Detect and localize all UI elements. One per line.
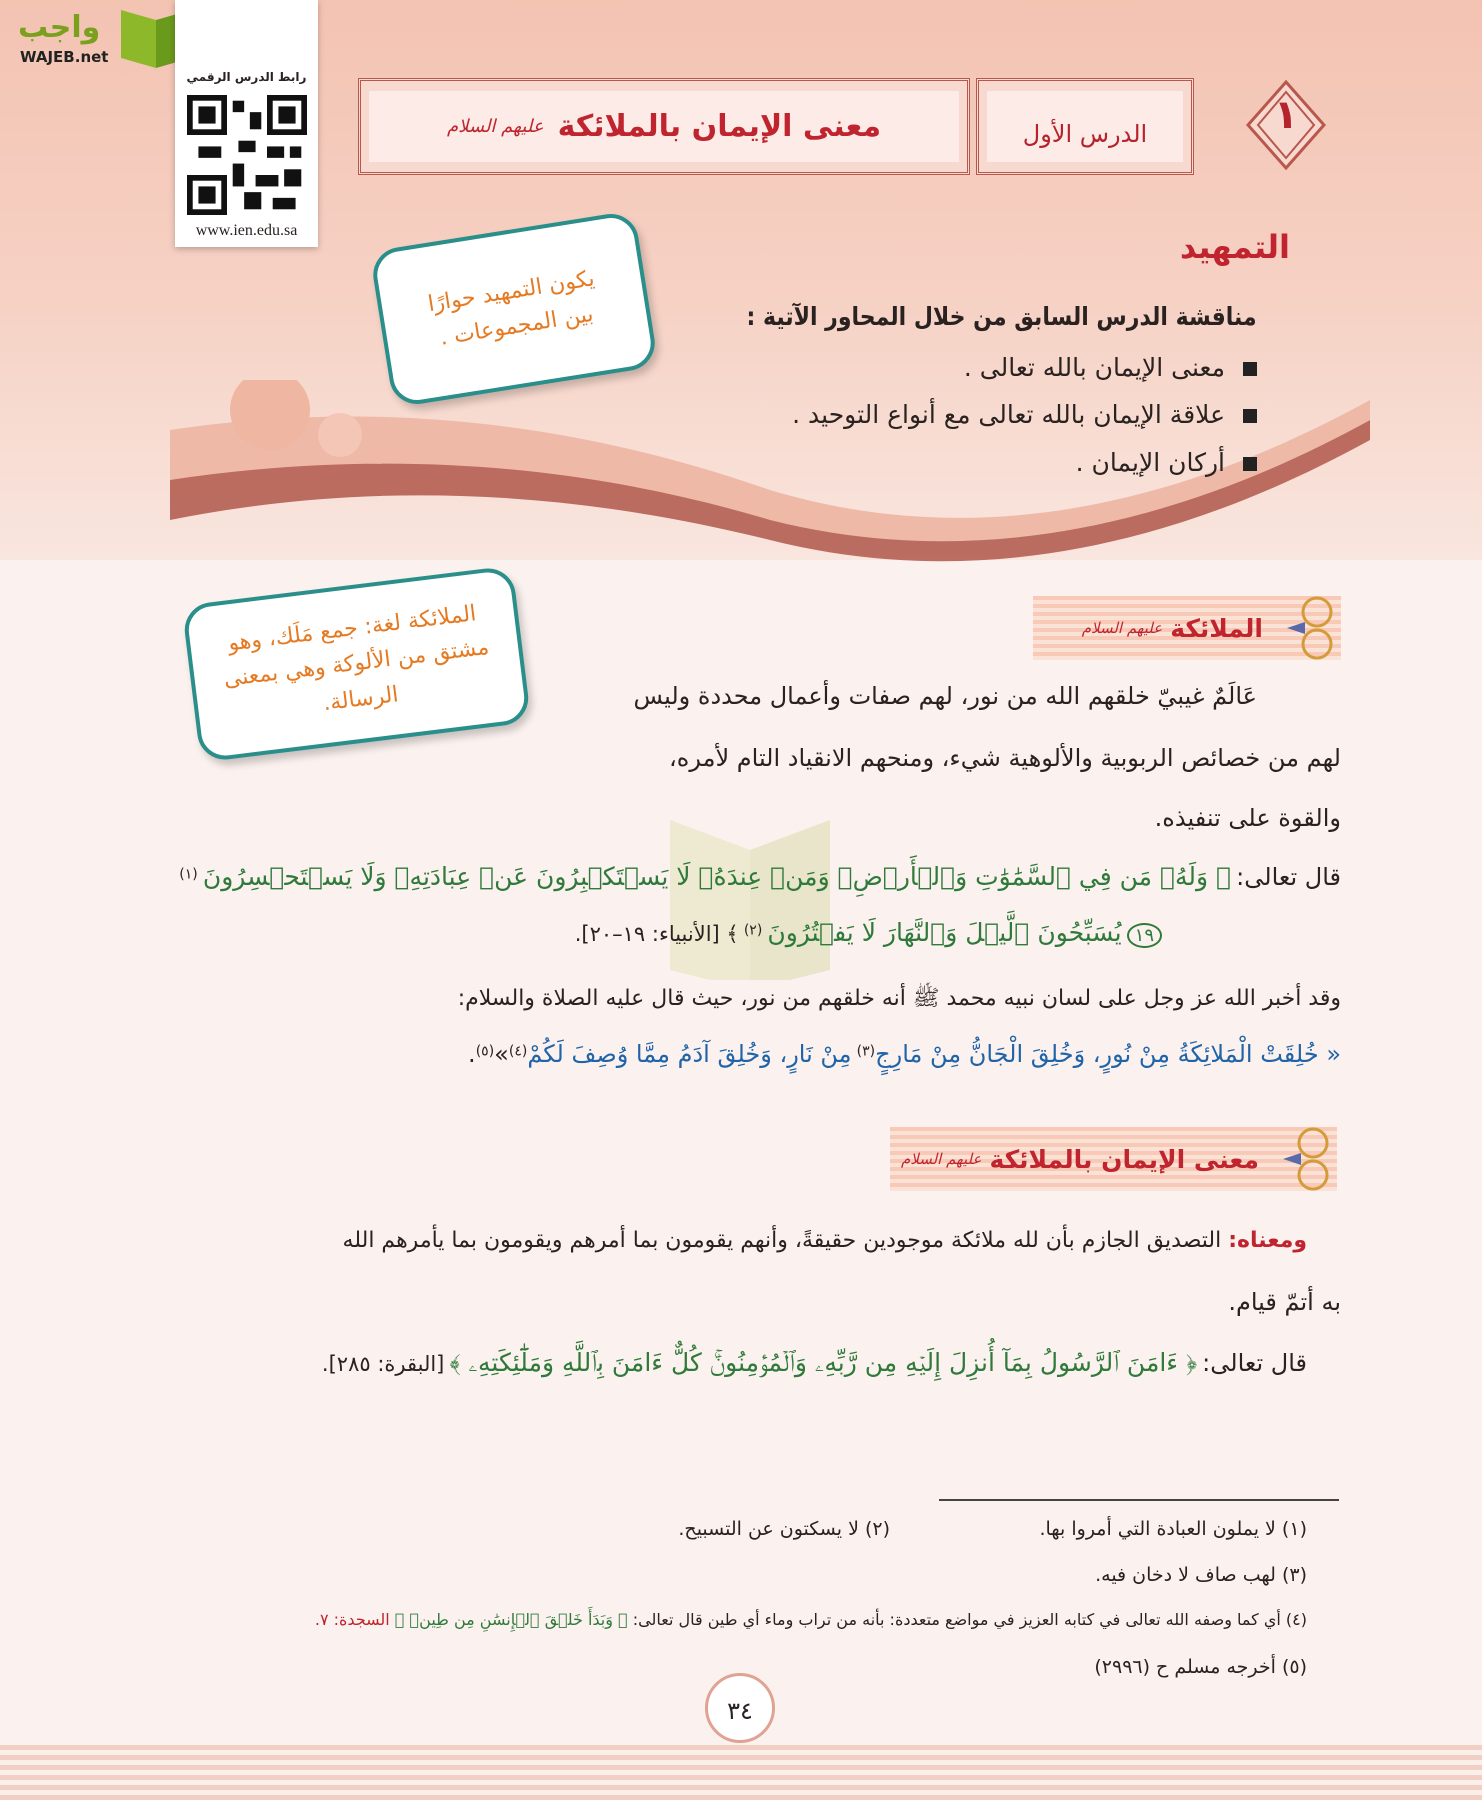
logo-word: واجب	[18, 10, 101, 45]
ornament-icon	[1277, 592, 1347, 664]
footnote-3: (٣) لهب صاف لا دخان فيه.	[1095, 1564, 1307, 1586]
hadith-text	[468, 1040, 1341, 1068]
lesson-label-box	[976, 78, 1194, 175]
intro-heading: التمهيد	[1179, 228, 1290, 266]
verse-intro: قال تعالى:	[1202, 1349, 1307, 1377]
quran-text: ﴿ وَلَهُۥ مَن فِي ٱلسَّمَٰوَٰتِ وَٱلۡأَرۡضِۚ وَمَنۡ عِندَهُۥ لَا يَسۡتَكۡبِرُونَ عَنۡ عِبَادَتِهِۦ وَلَا يَسۡتَحۡسِرُونَ	[202, 862, 1232, 891]
footnote-ref: (١)	[179, 866, 198, 883]
hadith-part: « خُلِقَتْ الْمَلائِكَةُ مِنْ نُورٍ، وَخُلِقَ الْجَانُّ مِنْ مَارِجٍ	[875, 1040, 1341, 1068]
section-honorific: عليهم السلام	[1081, 619, 1163, 637]
footnote-text: (٤) أي كما وصفه الله تعالى في كتابه العزيز في مواضع متعددة: بأنه من تراب وماء أي طين قال تعالى:	[632, 1610, 1307, 1629]
bullet-square-icon	[1243, 409, 1257, 423]
paragraph-line: عَالَمٌ غيبيّ خلقهم الله من نور، لهم صفات وأعمال محددة وليس	[633, 682, 1257, 710]
bullet-text: أركان الإيمان .	[1075, 448, 1225, 477]
definition-note-bubble	[182, 565, 532, 762]
bullet-square-icon	[1243, 457, 1257, 471]
verse-reference: السجدة: ٧.	[314, 1610, 390, 1629]
title-honorific: عليهم السلام	[447, 116, 544, 137]
footnote-ref: (٤)	[508, 1043, 528, 1060]
quran-text: يُسَبِّحُونَ ٱلَّيۡلَ وَٱلنَّهَارَ لَا يَفۡتُرُونَ	[767, 918, 1122, 947]
footnote-4	[315, 1610, 1307, 1629]
page-number: ٣٤	[705, 1673, 775, 1743]
ornament-icon	[1273, 1123, 1343, 1195]
verse-line-1	[179, 862, 1341, 891]
meaning-text: التصديق الجازم بأن لله ملائكة موجودين حقيقةً، وأنهم يقومون بما أمرهم ويقومون بما يأمرهم الله	[342, 1228, 1222, 1253]
verse-reference: [البقرة: ٢٨٥].	[321, 1352, 445, 1376]
bullet-text: علاقة الإيمان بالله تعالى مع أنواع التوحيد .	[792, 400, 1225, 429]
meaning-line-2: به أتمّ قيام.	[1228, 1288, 1341, 1316]
lesson-banner	[358, 78, 1194, 175]
hadith-intro: وقد أخبر الله عز وجل على لسان نبيه محمد ﷺ أنه خلقهم من نور، حيث قال عليه الصلاة والسلام:	[457, 986, 1341, 1011]
intro-discussion: مناقشة الدرس السابق من خلال المحاور الآتية :	[746, 302, 1257, 331]
bullet-square-icon	[1243, 362, 1257, 376]
footnote-1: (١) لا يملون العبادة التي أمروا بها.	[1039, 1518, 1307, 1540]
paragraph-line: والقوة على تنفيذه.	[1154, 804, 1341, 832]
lesson-title-box	[358, 78, 970, 175]
qr-url[interactable]: www.ien.edu.sa	[195, 222, 298, 239]
wajeb-watermark	[500, 820, 1000, 980]
section-title: الملائكة	[1170, 613, 1263, 643]
section-header-meaning	[890, 1127, 1337, 1191]
ayah-number: ١٩	[1127, 923, 1162, 948]
section-title: معنى الإيمان بالملائكة	[989, 1144, 1259, 1174]
definition-note-text: الملائكة لغة: جمع مَلَك، وهو مشتق من الألوكة وهي بمعنى الرسالة.	[222, 601, 491, 716]
lesson-number: ١	[1273, 92, 1299, 138]
lesson-label: الدرس الأول	[1022, 119, 1148, 148]
intro-bullet	[1076, 448, 1257, 477]
qr-label: رابط الدرس الرقمي	[186, 70, 307, 84]
footnote-ref: (٢)	[743, 922, 763, 939]
meaning-line-1	[343, 1228, 1307, 1253]
hadith-part: مِنْ نَارٍ، وَخُلِقَ آدَمُ مِمَّا وُصِفَ لَكُمْ	[527, 1040, 852, 1068]
intro-bullet	[964, 353, 1257, 382]
section-honorific: عليهم السلام	[900, 1150, 982, 1168]
verse-2	[322, 1348, 1307, 1378]
verse-reference: ﴾ [الأنبياء: ١٩–٢٠].	[574, 922, 739, 946]
quran-text: ﴿ ءَامَنَ ٱلرَّسُولُ بِمَآ أُنزِلَ إِلَيۡهِ مِن رَّبِّهِۦ وَٱلۡمُؤۡمِنُونَۚ كُلٌّ ءَامَنَ بِٱللَّهِ وَمَلَٰٓئِكَتِهِۦ ﴾	[449, 1348, 1198, 1377]
paragraph-line: لهم من خصائص الربوبية والألوهية شيء، ومنحهم الانقياد التام لأمره،	[669, 744, 1341, 772]
quran-text: ﴿ وَبَدَأَ خَلۡقَ ٱلۡإِنسَٰنِ مِن طِينٖ ﴾	[394, 1610, 628, 1629]
footnote-ref: (٣)	[856, 1043, 876, 1060]
footnote-2: (٢) لا يسكتون عن التسبيح.	[678, 1518, 890, 1540]
logo-net: WAJEB.net	[20, 48, 109, 66]
verse-line-2	[575, 918, 1162, 947]
footer-stripes	[0, 1745, 1482, 1800]
meaning-label: ومعناه:	[1228, 1228, 1307, 1253]
wajeb-logo	[8, 4, 193, 68]
period: .	[468, 1040, 476, 1068]
intro-bullet	[792, 400, 1257, 429]
bullet-text: معنى الإيمان بالله تعالى .	[963, 353, 1225, 382]
lesson-title: معنى الإيمان بالملائكة	[557, 109, 882, 144]
verse-intro: قال تعالى:	[1236, 863, 1341, 891]
footnote-ref: (٥)	[475, 1043, 495, 1060]
intro-note-text: يكون التمهيد حوارًا بين المجموعات .	[426, 266, 597, 351]
qr-code-icon[interactable]	[187, 95, 307, 215]
footnote-divider	[939, 1499, 1339, 1501]
footnote-5: (٥) أخرجه مسلم ح (٢٩٩٦)	[1094, 1656, 1307, 1678]
quote-mark: »	[494, 1040, 509, 1068]
section-header-angels	[1033, 596, 1341, 660]
qr-card[interactable]	[175, 0, 318, 247]
